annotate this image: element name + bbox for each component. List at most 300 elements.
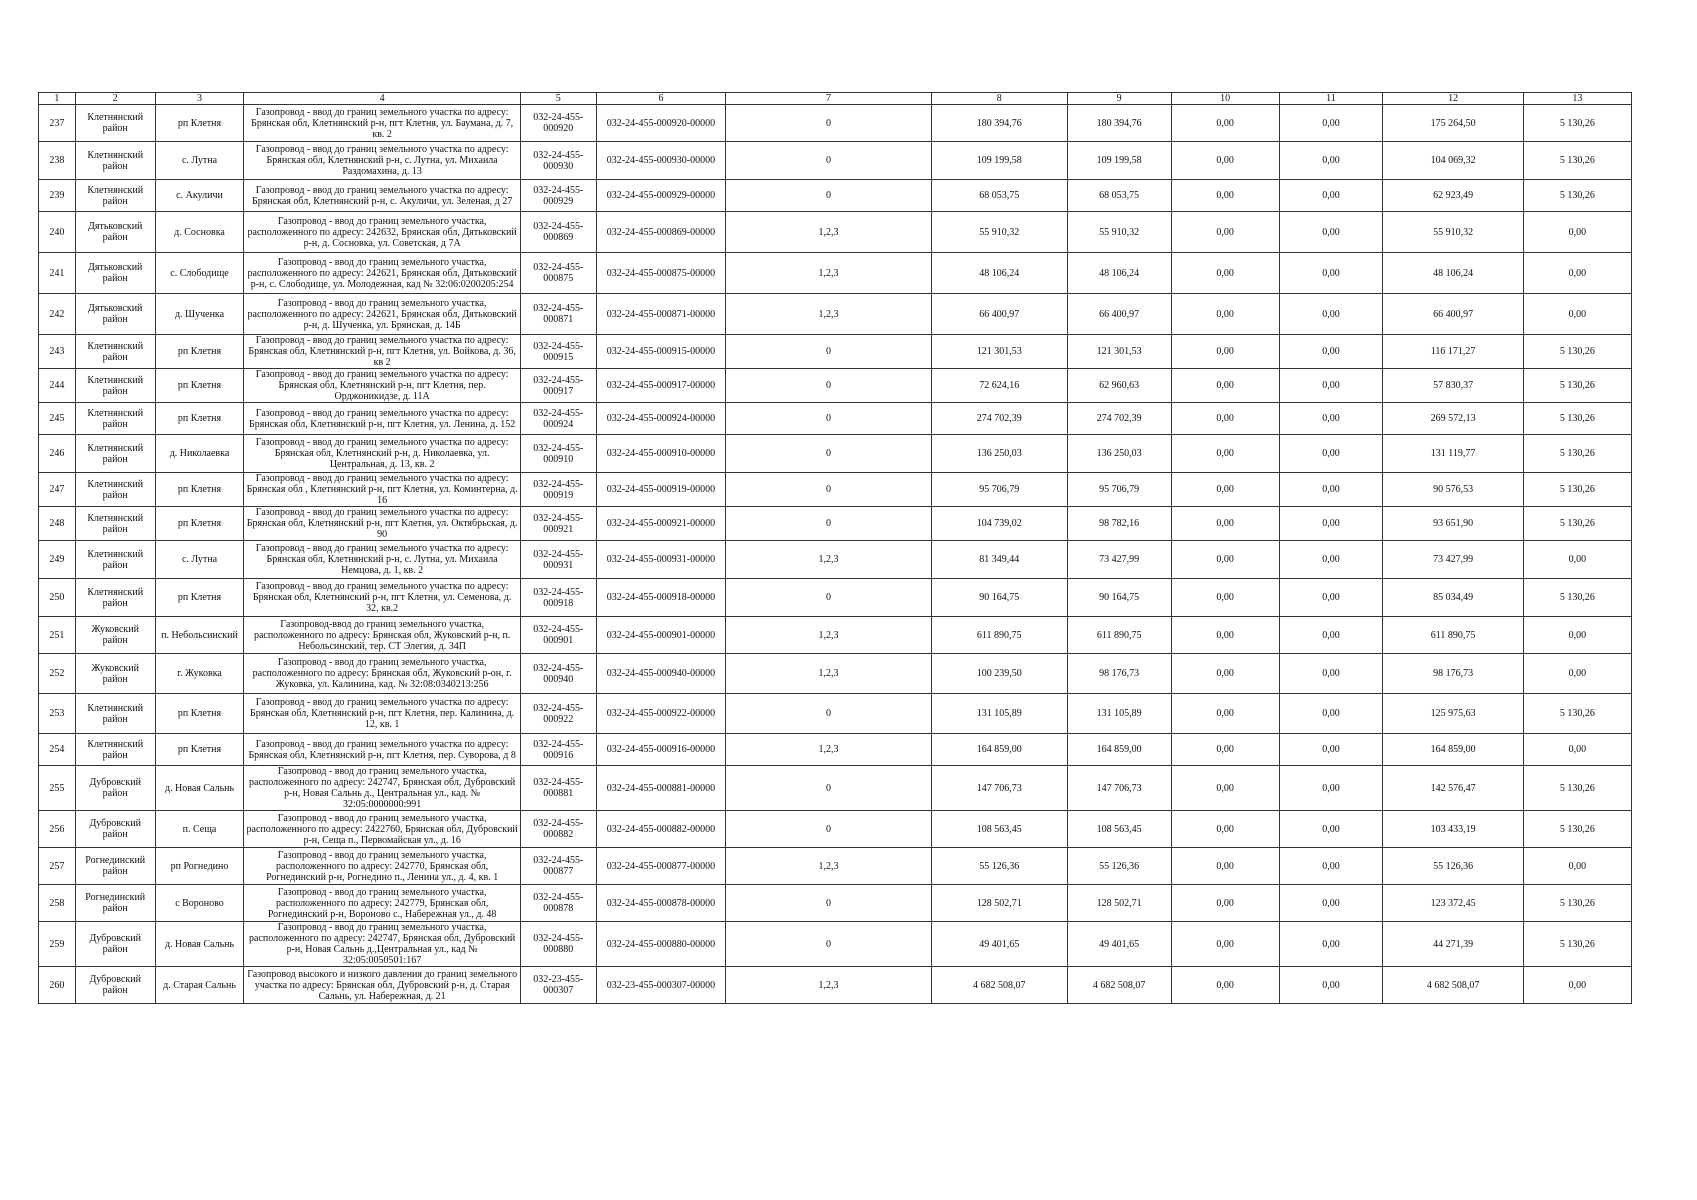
- object-description: Газопровод - ввод до границ земельного участка по адресу: Брянская обл, Клетнянский р-н, пгт Клетня, пер. Калинина, д. 12, кв. 1: [244, 694, 521, 734]
- amount-col11: 0,00: [1279, 180, 1383, 212]
- column-header: 9: [1067, 93, 1171, 105]
- object-code: 032-24-455-000882: [520, 811, 596, 848]
- amount-col9: 48 106,24: [1067, 253, 1171, 294]
- amount-col10: 0,00: [1171, 369, 1279, 403]
- amount-col11: 0,00: [1279, 253, 1383, 294]
- table-row: [39, 253, 1632, 294]
- row-number: 241: [39, 253, 76, 294]
- amount-col13: 0,00: [1523, 541, 1631, 579]
- amount-col8: 48 106,24: [931, 253, 1067, 294]
- object-description: Газопровод - ввод до границ земельного участка по адресу: Брянская обл, Клетнянский р-н, пгт Клетня, пер. Орджоникидзе, д. 11А: [244, 369, 521, 403]
- object-code: 032-24-455-000877: [520, 848, 596, 885]
- object-description: Газопровод - ввод до границ земельного участка, расположенного по адресу: 242779, Брянская обл, Рогнединский р-н, Вороново с., Набережная ул., д. 48: [244, 885, 521, 922]
- table-row: [39, 142, 1632, 180]
- amount-col11: 0,00: [1279, 579, 1383, 617]
- amount-col8: 4 682 508,07: [931, 967, 1067, 1004]
- category-value: 1,2,3: [726, 294, 931, 335]
- amount-col9: 164 859,00: [1067, 734, 1171, 766]
- locality-name: рп Клетня: [155, 579, 244, 617]
- district-name: Клетнянский район: [75, 579, 155, 617]
- amount-col12: 175 264,50: [1383, 105, 1523, 142]
- locality-name: п. Небольсинский: [155, 617, 244, 654]
- amount-col8: 66 400,97: [931, 294, 1067, 335]
- row-number: 260: [39, 967, 76, 1004]
- category-value: 1,2,3: [726, 212, 931, 253]
- object-code: 032-24-455-000920: [520, 105, 596, 142]
- object-code: 032-24-455-000931: [520, 541, 596, 579]
- amount-col13: 5 130,26: [1523, 473, 1631, 507]
- amount-col13: 0,00: [1523, 253, 1631, 294]
- full-code: 032-24-455-000881-00000: [596, 766, 726, 811]
- amount-col9: 611 890,75: [1067, 617, 1171, 654]
- full-code: 032-24-455-000940-00000: [596, 654, 726, 694]
- amount-col10: 0,00: [1171, 885, 1279, 922]
- district-name: Клетнянский район: [75, 734, 155, 766]
- column-header: 2: [75, 93, 155, 105]
- amount-col13: 0,00: [1523, 294, 1631, 335]
- locality-name: рп Клетня: [155, 734, 244, 766]
- amount-col8: 55 126,36: [931, 848, 1067, 885]
- category-value: 0: [726, 142, 931, 180]
- amount-col8: 95 706,79: [931, 473, 1067, 507]
- amount-col10: 0,00: [1171, 142, 1279, 180]
- amount-col11: 0,00: [1279, 734, 1383, 766]
- amount-col11: 0,00: [1279, 335, 1383, 369]
- amount-col12: 44 271,39: [1383, 922, 1523, 967]
- amount-col10: 0,00: [1171, 253, 1279, 294]
- amount-col11: 0,00: [1279, 811, 1383, 848]
- table-row: [39, 811, 1632, 848]
- amount-col11: 0,00: [1279, 507, 1383, 541]
- row-number: 240: [39, 212, 76, 253]
- amount-col9: 98 782,16: [1067, 507, 1171, 541]
- amount-col8: 108 563,45: [931, 811, 1067, 848]
- object-code: 032-24-455-000924: [520, 403, 596, 435]
- amount-col8: 121 301,53: [931, 335, 1067, 369]
- amount-col12: 85 034,49: [1383, 579, 1523, 617]
- district-name: Дубровский район: [75, 967, 155, 1004]
- amount-col12: 48 106,24: [1383, 253, 1523, 294]
- full-code: 032-24-455-000875-00000: [596, 253, 726, 294]
- locality-name: г. Жуковка: [155, 654, 244, 694]
- object-code: 032-24-455-000918: [520, 579, 596, 617]
- category-value: 0: [726, 507, 931, 541]
- amount-col8: 104 739,02: [931, 507, 1067, 541]
- amount-col8: 100 239,50: [931, 654, 1067, 694]
- row-number: 244: [39, 369, 76, 403]
- locality-name: с Вороново: [155, 885, 244, 922]
- category-value: 0: [726, 579, 931, 617]
- district-name: Рогнединский район: [75, 848, 155, 885]
- category-value: 0: [726, 694, 931, 734]
- locality-name: с. Слободище: [155, 253, 244, 294]
- amount-col12: 104 069,32: [1383, 142, 1523, 180]
- object-description: Газопровод - ввод до границ земельного участка по адресу: Брянская обл, Клетнянский р-н, пгт Клетня, пер. Суворова, д 8: [244, 734, 521, 766]
- amount-col9: 128 502,71: [1067, 885, 1171, 922]
- table-row: [39, 507, 1632, 541]
- amount-col9: 68 053,75: [1067, 180, 1171, 212]
- locality-name: рп Рогнедино: [155, 848, 244, 885]
- amount-col12: 55 126,36: [1383, 848, 1523, 885]
- table-row: [39, 654, 1632, 694]
- object-code: 032-24-455-000881: [520, 766, 596, 811]
- amount-col9: 49 401,65: [1067, 922, 1171, 967]
- amount-col10: 0,00: [1171, 922, 1279, 967]
- table-row: [39, 180, 1632, 212]
- object-description: Газопровод - ввод до границ земельного участка, расположенного по адресу: 242621, Брянская обл, Дятьковский р-н, с. Слободище, ул. Молодежная, кад № 32:06:0200205:254: [244, 253, 521, 294]
- column-header: 12: [1383, 93, 1523, 105]
- amount-col13: 5 130,26: [1523, 180, 1631, 212]
- amount-col9: 147 706,73: [1067, 766, 1171, 811]
- object-code: 032-24-455-000871: [520, 294, 596, 335]
- amount-col11: 0,00: [1279, 885, 1383, 922]
- district-name: Жуковский район: [75, 654, 155, 694]
- object-description: Газопровод - ввод до границ земельного участка по адресу: Брянская обл, Клетнянский р-н, с. Лутна, ул. Михаила Немцова, д. 1, кв. 2: [244, 541, 521, 579]
- amount-col10: 0,00: [1171, 848, 1279, 885]
- amount-col10: 0,00: [1171, 294, 1279, 335]
- full-code: 032-24-455-000929-00000: [596, 180, 726, 212]
- amount-col9: 4 682 508,07: [1067, 967, 1171, 1004]
- amount-col10: 0,00: [1171, 811, 1279, 848]
- amount-col11: 0,00: [1279, 766, 1383, 811]
- locality-name: рп Клетня: [155, 403, 244, 435]
- row-number: 252: [39, 654, 76, 694]
- object-code: 032-24-455-000880: [520, 922, 596, 967]
- column-header: 11: [1279, 93, 1383, 105]
- object-description: Газопровод - ввод до границ земельного участка, расположенного по адресу: 2422760, Брянская обл, Дубровский р-н, Сеща п., Первомайская ул., д. 16: [244, 811, 521, 848]
- table-row: [39, 473, 1632, 507]
- amount-col11: 0,00: [1279, 922, 1383, 967]
- amount-col8: 81 349,44: [931, 541, 1067, 579]
- amount-col12: 125 975,63: [1383, 694, 1523, 734]
- district-name: Дубровский район: [75, 766, 155, 811]
- table-row: [39, 922, 1632, 967]
- amount-col11: 0,00: [1279, 105, 1383, 142]
- category-value: 1,2,3: [726, 967, 931, 1004]
- amount-col8: 90 164,75: [931, 579, 1067, 617]
- amount-col8: 68 053,75: [931, 180, 1067, 212]
- table-row: [39, 541, 1632, 579]
- amount-col8: 274 702,39: [931, 403, 1067, 435]
- object-description: Газопровод - ввод до границ земельного участка по адресу: Брянская обл, Клетнянский р-н, пгт Клетня, ул. Ленина, д. 152: [244, 403, 521, 435]
- object-description: Газопровод - ввод до границ земельного участка по адресу: Брянская обл, Клетнянский р-н, пгт Клетня, ул. Баумана, д. 7, кв. 2: [244, 105, 521, 142]
- locality-name: д. Новая Сальнь: [155, 922, 244, 967]
- table-body: [39, 105, 1632, 1004]
- amount-col11: 0,00: [1279, 541, 1383, 579]
- table-row: [39, 885, 1632, 922]
- category-value: 0: [726, 473, 931, 507]
- full-code: 032-24-455-000869-00000: [596, 212, 726, 253]
- full-code: 032-24-455-000882-00000: [596, 811, 726, 848]
- amount-col11: 0,00: [1279, 142, 1383, 180]
- amount-col13: 0,00: [1523, 967, 1631, 1004]
- locality-name: д. Новая Сальнь: [155, 766, 244, 811]
- amount-col10: 0,00: [1171, 766, 1279, 811]
- full-code: 032-24-455-000917-00000: [596, 369, 726, 403]
- amount-col9: 55 910,32: [1067, 212, 1171, 253]
- row-number: 242: [39, 294, 76, 335]
- locality-name: с. Лутна: [155, 142, 244, 180]
- locality-name: п. Сеща: [155, 811, 244, 848]
- amount-col9: 109 199,58: [1067, 142, 1171, 180]
- object-code: 032-24-455-000919: [520, 473, 596, 507]
- amount-col9: 66 400,97: [1067, 294, 1171, 335]
- amount-col12: 103 433,19: [1383, 811, 1523, 848]
- table-row: [39, 369, 1632, 403]
- district-name: Клетнянский район: [75, 369, 155, 403]
- row-number: 238: [39, 142, 76, 180]
- full-code: 032-24-455-000877-00000: [596, 848, 726, 885]
- object-description: Газопровод - ввод до границ земельного участка, расположенного по адресу: 242770, Брянская обл, Рогнединский р-н, Рогнедино п., Ленина ул., д. 4, кв. 1: [244, 848, 521, 885]
- object-description: Газопровод - ввод до границ земельного участка, расположенного по адресу: 242747, Брянская обл, Дубровский р-н, Новая Сальнь д., Центральная ул., кад. № 32:05:0000000:991: [244, 766, 521, 811]
- object-code: 032-24-455-000915: [520, 335, 596, 369]
- full-code: 032-24-455-000922-00000: [596, 694, 726, 734]
- district-name: Клетнянский район: [75, 541, 155, 579]
- amount-col10: 0,00: [1171, 654, 1279, 694]
- category-value: 1,2,3: [726, 734, 931, 766]
- amount-col13: 5 130,26: [1523, 435, 1631, 473]
- amount-col11: 0,00: [1279, 654, 1383, 694]
- district-name: Клетнянский район: [75, 142, 155, 180]
- locality-name: с. Акуличи: [155, 180, 244, 212]
- amount-col12: 611 890,75: [1383, 617, 1523, 654]
- amount-col8: 55 910,32: [931, 212, 1067, 253]
- district-name: Клетнянский район: [75, 694, 155, 734]
- column-header: 1: [39, 93, 76, 105]
- amount-col10: 0,00: [1171, 212, 1279, 253]
- amount-col9: 180 394,76: [1067, 105, 1171, 142]
- locality-name: д. Шученка: [155, 294, 244, 335]
- object-code: 032-24-455-000921: [520, 507, 596, 541]
- district-name: Дятьковский район: [75, 212, 155, 253]
- amount-col9: 108 563,45: [1067, 811, 1171, 848]
- amount-col10: 0,00: [1171, 105, 1279, 142]
- table-row: [39, 294, 1632, 335]
- district-name: Клетнянский район: [75, 435, 155, 473]
- amount-col11: 0,00: [1279, 967, 1383, 1004]
- amount-col10: 0,00: [1171, 617, 1279, 654]
- locality-name: д. Старая Сальнь: [155, 967, 244, 1004]
- district-name: Клетнянский район: [75, 473, 155, 507]
- category-value: 0: [726, 335, 931, 369]
- object-description: Газопровод - ввод до границ земельного участка, расположенного по адресу: Брянская обл, Жуковский р-он, г. Жуковка, ул. Калинина, кад. № 32:08:0340213:256: [244, 654, 521, 694]
- column-header: 13: [1523, 93, 1631, 105]
- row-number: 248: [39, 507, 76, 541]
- locality-name: рп Клетня: [155, 473, 244, 507]
- category-value: 0: [726, 403, 931, 435]
- amount-col12: 98 176,73: [1383, 654, 1523, 694]
- full-code: 032-23-455-000307-00000: [596, 967, 726, 1004]
- amount-col9: 98 176,73: [1067, 654, 1171, 694]
- object-code: 032-23-455-000307: [520, 967, 596, 1004]
- amount-col12: 164 859,00: [1383, 734, 1523, 766]
- table-row: [39, 848, 1632, 885]
- amount-col8: 131 105,89: [931, 694, 1067, 734]
- amount-col13: 5 130,26: [1523, 811, 1631, 848]
- district-name: Дятьковский район: [75, 294, 155, 335]
- amount-col9: 274 702,39: [1067, 403, 1171, 435]
- full-code: 032-24-455-000901-00000: [596, 617, 726, 654]
- district-name: Дубровский район: [75, 811, 155, 848]
- amount-col13: 5 130,26: [1523, 142, 1631, 180]
- amount-col8: 164 859,00: [931, 734, 1067, 766]
- full-code: 032-24-455-000918-00000: [596, 579, 726, 617]
- locality-name: рп Клетня: [155, 694, 244, 734]
- amount-col11: 0,00: [1279, 848, 1383, 885]
- table-row: [39, 617, 1632, 654]
- row-number: 246: [39, 435, 76, 473]
- locality-name: с. Лутна: [155, 541, 244, 579]
- amount-col13: 5 130,26: [1523, 694, 1631, 734]
- amount-col12: 90 576,53: [1383, 473, 1523, 507]
- row-number: 251: [39, 617, 76, 654]
- object-code: 032-24-455-000878: [520, 885, 596, 922]
- district-name: Клетнянский район: [75, 105, 155, 142]
- category-value: 0: [726, 435, 931, 473]
- full-code: 032-24-455-000931-00000: [596, 541, 726, 579]
- amount-col13: 5 130,26: [1523, 369, 1631, 403]
- category-value: 0: [726, 105, 931, 142]
- amount-col12: 93 651,90: [1383, 507, 1523, 541]
- amount-col12: 142 576,47: [1383, 766, 1523, 811]
- category-value: 0: [726, 766, 931, 811]
- district-name: Жуковский район: [75, 617, 155, 654]
- object-description: Газопровод - ввод до границ земельного участка по адресу: Брянская обл, Клетнянский р-н, пгт Клетня, ул. Войкова, д. 36, кв 2: [244, 335, 521, 369]
- table-row: [39, 335, 1632, 369]
- category-value: 1,2,3: [726, 617, 931, 654]
- amount-col11: 0,00: [1279, 617, 1383, 654]
- full-code: 032-24-455-000871-00000: [596, 294, 726, 335]
- amount-col10: 0,00: [1171, 579, 1279, 617]
- amount-col8: 109 199,58: [931, 142, 1067, 180]
- locality-name: д. Николаевка: [155, 435, 244, 473]
- category-value: 0: [726, 180, 931, 212]
- table-row: [39, 212, 1632, 253]
- object-description: Газопровод высокого и низкого давления до границ земельного участка по адресу: Брянская обл, Дубровский р-н, д. Старая Сальнь, ул. Набережная, д. 21: [244, 967, 521, 1004]
- row-number: 259: [39, 922, 76, 967]
- amount-col8: 180 394,76: [931, 105, 1067, 142]
- amount-col12: 57 830,37: [1383, 369, 1523, 403]
- amount-col13: 5 130,26: [1523, 105, 1631, 142]
- table-row: [39, 766, 1632, 811]
- amount-col9: 55 126,36: [1067, 848, 1171, 885]
- locality-name: рп Клетня: [155, 335, 244, 369]
- object-code: 032-24-455-000916: [520, 734, 596, 766]
- row-number: 256: [39, 811, 76, 848]
- amount-col10: 0,00: [1171, 473, 1279, 507]
- amount-col10: 0,00: [1171, 507, 1279, 541]
- amount-col13: 0,00: [1523, 212, 1631, 253]
- amount-col12: 269 572,13: [1383, 403, 1523, 435]
- column-header: 5: [520, 93, 596, 105]
- row-number: 253: [39, 694, 76, 734]
- object-description: Газопровод-ввод до границ земельного участка, расположенного по адресу: Брянская обл, Жуковский р-н, п. Небольсинский, тер. СТ Элегия, д. 34П: [244, 617, 521, 654]
- object-code: 032-24-455-000922: [520, 694, 596, 734]
- object-code: 032-24-455-000869: [520, 212, 596, 253]
- amount-col11: 0,00: [1279, 435, 1383, 473]
- object-description: Газопровод - ввод до границ земельного участка по адресу: Брянская обл, Клетнянский р-н, с. Акуличи, ул. Зеленая, д 27: [244, 180, 521, 212]
- row-number: 237: [39, 105, 76, 142]
- amount-col8: 49 401,65: [931, 922, 1067, 967]
- amount-col11: 0,00: [1279, 369, 1383, 403]
- category-value: 0: [726, 369, 931, 403]
- full-code: 032-24-455-000910-00000: [596, 435, 726, 473]
- object-code: 032-24-455-000901: [520, 617, 596, 654]
- district-name: Клетнянский район: [75, 403, 155, 435]
- amount-col12: 55 910,32: [1383, 212, 1523, 253]
- amount-col13: 5 130,26: [1523, 507, 1631, 541]
- row-number: 254: [39, 734, 76, 766]
- amount-col11: 0,00: [1279, 294, 1383, 335]
- amount-col13: 5 130,26: [1523, 885, 1631, 922]
- object-code: 032-24-455-000910: [520, 435, 596, 473]
- amount-col13: 5 130,26: [1523, 403, 1631, 435]
- amount-col11: 0,00: [1279, 212, 1383, 253]
- object-description: Газопровод - ввод до границ земельного участка по адресу: Брянская обл , Клетнянский р-н, пгт Клетня, ул. Коминтерна, д. 16: [244, 473, 521, 507]
- amount-col8: 128 502,71: [931, 885, 1067, 922]
- amount-col8: 136 250,03: [931, 435, 1067, 473]
- locality-name: д. Сосновка: [155, 212, 244, 253]
- object-code: 032-24-455-000875: [520, 253, 596, 294]
- table-row: [39, 435, 1632, 473]
- object-description: Газопровод - ввод до границ земельного участка по адресу: Брянская обл, Клетнянский р-н, с. Лутна, ул. Михаила Раздомахина, д. 13: [244, 142, 521, 180]
- amount-col9: 95 706,79: [1067, 473, 1171, 507]
- full-code: 032-24-455-000924-00000: [596, 403, 726, 435]
- table-row: [39, 403, 1632, 435]
- district-name: Клетнянский район: [75, 507, 155, 541]
- amount-col9: 90 164,75: [1067, 579, 1171, 617]
- district-name: Рогнединский район: [75, 885, 155, 922]
- column-header: 4: [244, 93, 521, 105]
- district-name: Дубровский район: [75, 922, 155, 967]
- amount-col12: 123 372,45: [1383, 885, 1523, 922]
- amount-col10: 0,00: [1171, 403, 1279, 435]
- district-name: Клетнянский район: [75, 180, 155, 212]
- object-code: 032-24-455-000929: [520, 180, 596, 212]
- row-number: 258: [39, 885, 76, 922]
- full-code: 032-24-455-000920-00000: [596, 105, 726, 142]
- amount-col9: 62 960,63: [1067, 369, 1171, 403]
- category-value: 0: [726, 811, 931, 848]
- column-header: 10: [1171, 93, 1279, 105]
- data-table: [38, 92, 1632, 1004]
- row-number: 257: [39, 848, 76, 885]
- amount-col13: 5 130,26: [1523, 579, 1631, 617]
- amount-col13: 5 130,26: [1523, 922, 1631, 967]
- district-name: Клетнянский район: [75, 335, 155, 369]
- amount-col10: 0,00: [1171, 694, 1279, 734]
- row-number: 243: [39, 335, 76, 369]
- amount-col9: 121 301,53: [1067, 335, 1171, 369]
- amount-col12: 62 923,49: [1383, 180, 1523, 212]
- object-description: Газопровод - ввод до границ земельного участка, расположенного по адресу: 242632, Брянская обл, Дятьковский р-н, д. Сосновка, ул. Советская, д 7А: [244, 212, 521, 253]
- category-value: 1,2,3: [726, 541, 931, 579]
- amount-col12: 131 119,77: [1383, 435, 1523, 473]
- locality-name: рп Клетня: [155, 507, 244, 541]
- amount-col12: 4 682 508,07: [1383, 967, 1523, 1004]
- district-name: Дятьковский район: [75, 253, 155, 294]
- row-number: 245: [39, 403, 76, 435]
- category-value: 1,2,3: [726, 654, 931, 694]
- amount-col10: 0,00: [1171, 335, 1279, 369]
- amount-col10: 0,00: [1171, 180, 1279, 212]
- amount-col11: 0,00: [1279, 473, 1383, 507]
- locality-name: рп Клетня: [155, 105, 244, 142]
- amount-col13: 0,00: [1523, 654, 1631, 694]
- amount-col10: 0,00: [1171, 435, 1279, 473]
- table-row: [39, 105, 1632, 142]
- table-row: [39, 694, 1632, 734]
